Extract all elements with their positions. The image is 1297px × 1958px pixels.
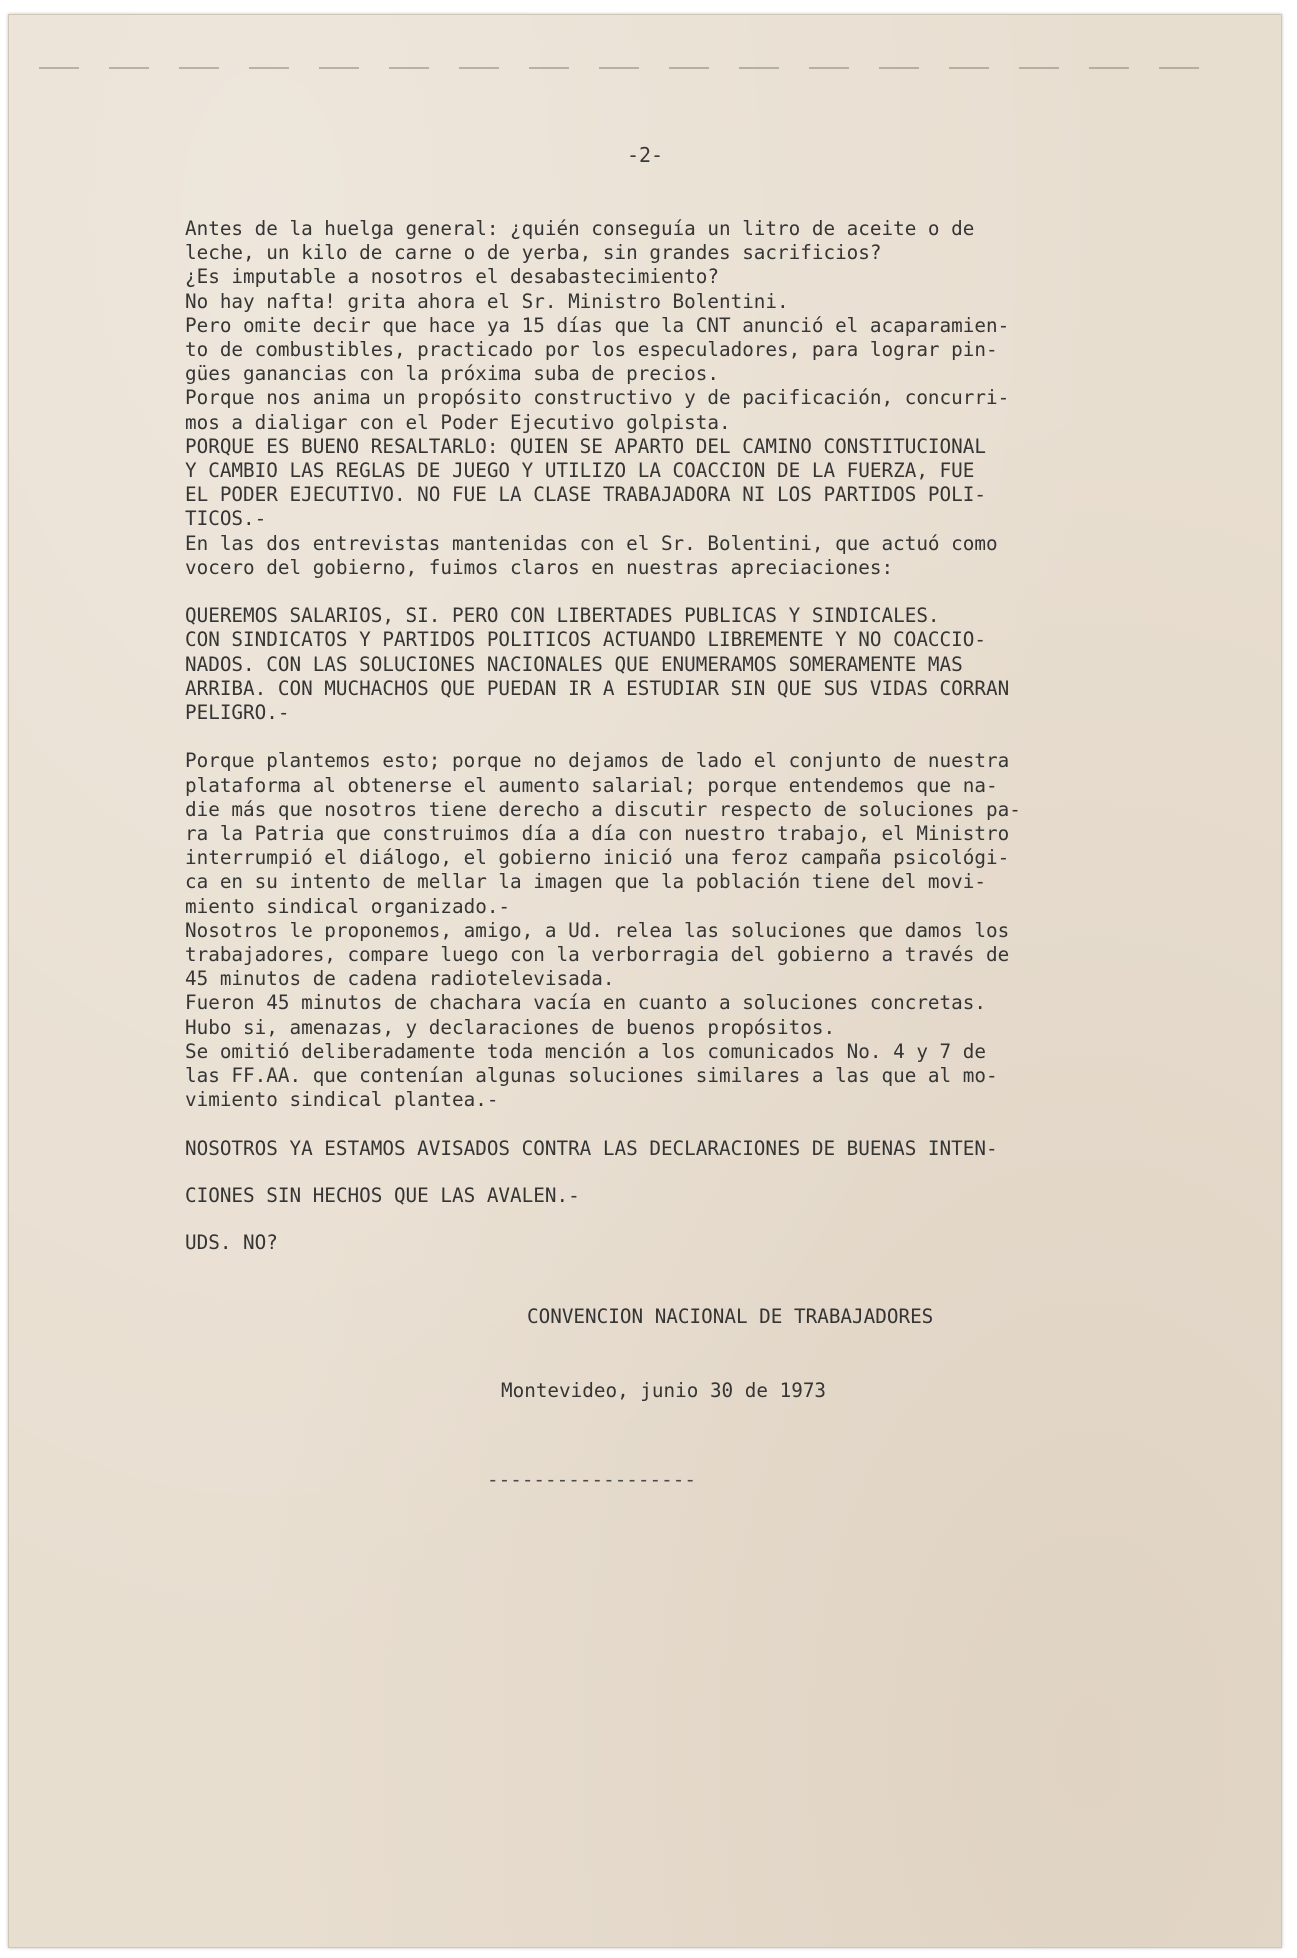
text-line: EL PODER EJECUTIVO. NO FUE LA CLASE TRABAJADORA NI LOS PARTIDOS POLI- [185,483,986,507]
text-line: PELIGRO.- [185,701,290,725]
paragraph-gap [185,580,1245,604]
text-line: ra la Patria que construimos día a día con nuestro trabajo, el Ministro [185,822,1010,846]
document-body [185,217,1245,1255]
text-line: vimiento sindical plantea.- [185,1088,499,1112]
text-line: QUEREMOS SALARIOS, SI. PERO CON LIBERTADES PUBLICAS Y SINDICALES. [185,604,940,628]
closing-statement [185,1137,1245,1256]
text-line: trabajadores, compare luego con la verborragia del gobierno a través de [185,943,1010,967]
text-line: Hubo si, amenazas, y declaraciones de buenos propósitos. [185,1015,836,1039]
signature-date: Montevideo, junio 30 de 1973 [501,1379,827,1402]
text-line: ARRIBA. CON MUCHACHOS QUE PUEDAN IR A ESTUDIAR SIN QUE SUS VIDAS CORRAN [185,676,1010,700]
text-line: ca en su intento de mellar la imagen que la población tiene del movi- [185,870,986,894]
closing-line: UDS. NO? [185,1231,278,1255]
text-line: interrumpió el diálogo, el gobierno inició una feroz campaña psicológi- [185,846,1010,870]
text-line: Porque plantemos esto; porque no dejamos de lado el conjunto de nuestra [185,749,1010,773]
text-line: En las dos entrevistas mantenidas con el Sr. Bolentini, que actuó como [185,531,998,555]
text-line: No hay nafta! grita ahora el Sr. Ministro Bolentini. [185,289,789,313]
text-line: Nosotros le proponemos, amigo, a Ud. relea las soluciones que damos los [185,918,1010,942]
paragraph-2 [185,604,1245,725]
text-line: miento sindical organizado.- [185,894,511,918]
paper-mark [39,67,1229,69]
closing-line: NOSOTROS YA ESTAMOS AVISADOS CONTRA LAS DECLARACIONES DE BUENAS INTEN- [185,1136,998,1160]
closing-rule: ------------------ [487,1468,696,1491]
text-line: Antes de la huelga general: ¿quién conseguía un litro de aceite o de [185,217,975,240]
line-gap [185,1161,1245,1184]
text-line: las FF.AA. que contenían algunas soluciones similares a las que al mo- [185,1064,998,1088]
paragraph-gap [185,725,1245,749]
text-line: TICOS.- [185,507,267,531]
text-line: Se omitió deliberadamente toda mención a los comunicados No. 4 y 7 de [185,1039,986,1063]
text-line: NADOS. CON LAS SOLUCIONES NACIONALES QUE ENUMERAMOS SOMERAMENTE MAS [185,652,963,676]
document-page [8,14,1282,1948]
closing-line: CIONES SIN HECHOS QUE LAS AVALEN.- [185,1183,580,1207]
text-line: PORQUE ES BUENO RESALTARLO: QUIEN SE APARTO DEL CAMINO CONSTITUCIONAL [185,434,986,458]
text-line: CON SINDICATOS Y PARTIDOS POLITICOS ACTUANDO LIBREMENTE Y NO COACCIO- [185,628,986,652]
text-line: plataforma al obtenerse el aumento salarial; porque entendemos que na- [185,773,998,797]
text-line: die más que nosotros tiene derecho a discutir respecto de soluciones pa- [185,797,1021,821]
paragraph-1 [185,217,1245,580]
text-line: Fueron 45 minutos de chachara vacía en cuanto a soluciones concretas. [185,991,986,1015]
text-line: 45 minutos de cadena radiotelevisada. [185,967,615,991]
text-line: gües ganancias con la próxima suba de precios. [185,362,719,386]
text-line: Porque nos anima un propósito constructivo y de pacificación, concurri- [185,386,1010,410]
line-gap [185,1208,1245,1231]
text-line: mos a dialigar con el Poder Ejecutivo golpista. [185,410,731,434]
text-line: to de combustibles, practicado por los especuladores, para lograr pin- [185,338,998,362]
text-line: leche, un kilo de carne o de yerba, sin grandes sacrificios? [185,241,882,265]
page-number: -2- [626,143,664,167]
text-line: Y CAMBIO LAS REGLAS DE JUEGO Y UTILIZO LA COACCION DE LA FUERZA, FUE [185,459,975,483]
paragraph-3 [185,749,1245,1112]
paragraph-gap [185,1112,1245,1136]
text-line: vocero del gobierno, fuimos claros en nuestras apreciaciones: [185,555,894,579]
text-line: ¿Es imputable a nosotros el desabastecimiento? [185,265,719,289]
text-line: Pero omite decir que hace ya 15 días que la CNT anunció el acaparamien- [185,313,1010,337]
signature-organization: CONVENCION NACIONAL DE TRABAJADORES [527,1305,934,1328]
